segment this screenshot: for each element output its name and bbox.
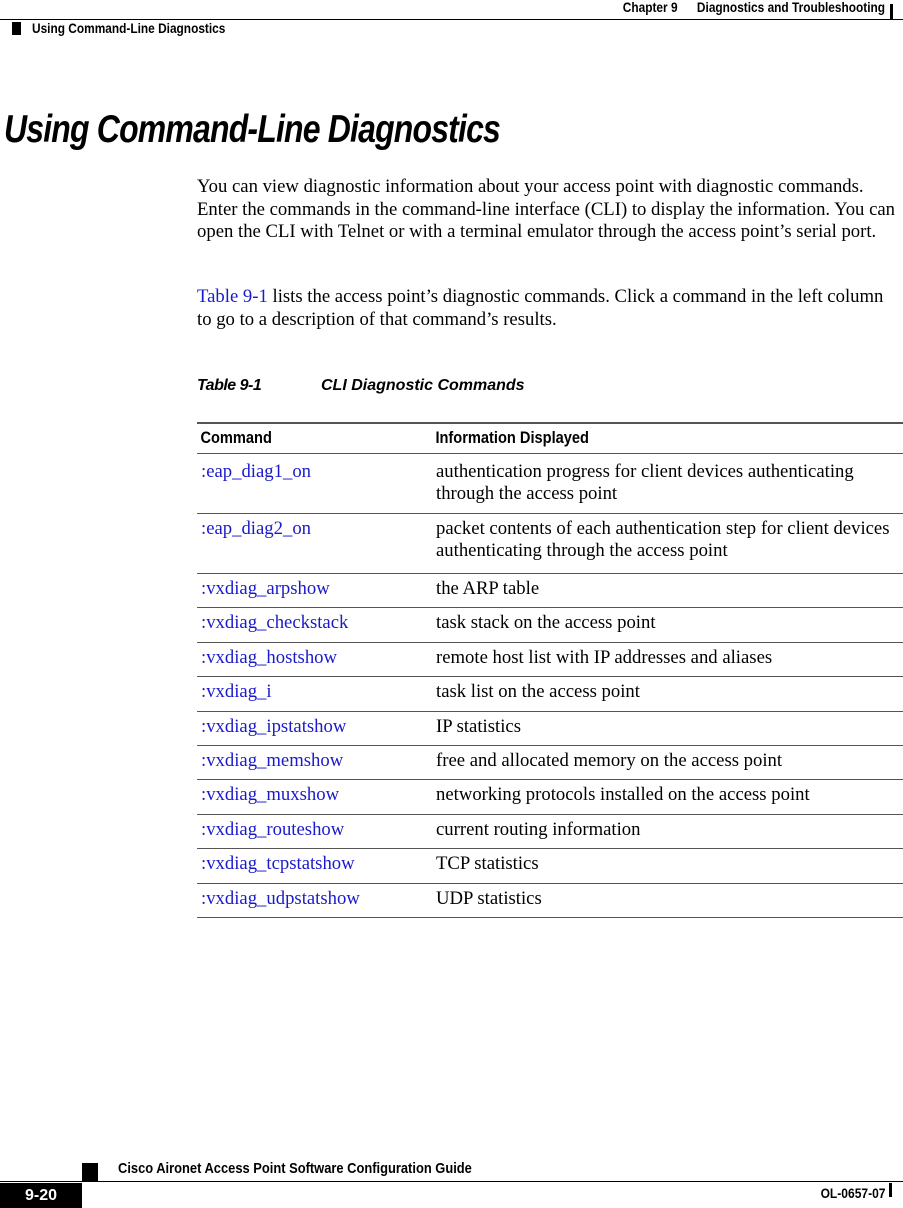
table-reference-paragraph	[197, 286, 897, 331]
table-row	[197, 608, 903, 642]
command-link-eap-diag1-on[interactable]: :eap_diag1_on	[201, 461, 312, 482]
table-row	[197, 454, 903, 514]
table-row	[197, 746, 903, 780]
chapter-label: Chapter 9	[622, 0, 678, 15]
command-info: free and allocated memory on the access point	[436, 749, 783, 771]
page-number: 9-20	[0, 1183, 82, 1208]
diagnostic-commands-table	[197, 422, 903, 918]
table-9-1-link[interactable]: Table 9-1	[197, 286, 268, 307]
command-link-vxdiag-memshow[interactable]: :vxdiag_memshow	[201, 749, 344, 771]
table-row	[197, 712, 903, 746]
command-info: IP statistics	[436, 715, 521, 737]
running-header-section: Using Command-Line Diagnostics	[32, 21, 226, 36]
table-row	[197, 643, 903, 677]
table-row	[197, 849, 903, 883]
table-caption	[197, 377, 525, 395]
command-link-vxdiag-routeshow[interactable]: :vxdiag_routeshow	[201, 818, 345, 840]
column-header-information: Information Displayed	[435, 428, 589, 447]
command-info: networking protocols installed on the access point	[436, 784, 810, 806]
command-info: UDP statistics	[436, 887, 542, 909]
footer-marker	[82, 1163, 98, 1182]
command-info: task stack on the access point	[436, 612, 656, 634]
chapter-title: Diagnostics and Troubleshooting	[696, 0, 885, 15]
command-info: current routing information	[436, 818, 641, 840]
command-link-vxdiag-arpshow[interactable]: :vxdiag_arpshow	[201, 578, 330, 599]
table-row	[197, 780, 903, 814]
command-link-vxdiag-i[interactable]: :vxdiag_i	[201, 681, 272, 703]
command-info: authentication progress for client devices authenticating through the access point	[436, 461, 854, 504]
header-rule	[0, 19, 903, 20]
table-reference-text: lists the access point’s diagnostic commands. Click a command in the left column to go to a description of that command’s results.	[197, 286, 884, 330]
table-row	[197, 514, 903, 574]
footer-document-number: OL-0657-07	[820, 1185, 885, 1201]
command-info: remote host list with IP addresses and aliases	[436, 646, 773, 668]
header-right-tick	[890, 4, 893, 20]
table-caption-title: CLI Diagnostic Commands	[321, 377, 525, 394]
intro-paragraph: You can view diagnostic information about your access point with diagnostic commands. Enter the commands in the command-line interface (CLI) to display the information. You can open the CLI with Telnet or with a terminal emulator through the access point’s serial port.	[197, 176, 895, 242]
command-info: packet contents of each authentication step for client devices authenticating through the access point	[436, 518, 890, 561]
command-link-vxdiag-udpstatshow[interactable]: :vxdiag_udpstatshow	[201, 887, 360, 909]
footer-right-tick	[889, 1183, 892, 1197]
table-row	[197, 677, 903, 711]
table-row	[197, 884, 903, 918]
command-link-eap-diag2-on[interactable]: :eap_diag2_on	[201, 518, 312, 539]
running-header-chapter	[623, 0, 885, 15]
table-row	[197, 815, 903, 849]
command-link-vxdiag-ipstatshow[interactable]: :vxdiag_ipstatshow	[201, 715, 347, 737]
command-link-vxdiag-muxshow[interactable]: :vxdiag_muxshow	[201, 784, 340, 806]
command-info: task list on the access point	[436, 681, 640, 703]
command-link-vxdiag-tcpstatshow[interactable]: :vxdiag_tcpstatshow	[201, 853, 355, 875]
header-marker	[12, 22, 21, 35]
command-link-vxdiag-hostshow[interactable]: :vxdiag_hostshow	[201, 646, 338, 668]
page-title: Using Command-Line Diagnostics	[4, 108, 501, 151]
table-header-row	[197, 422, 903, 454]
table-row	[197, 574, 903, 608]
table-caption-number: Table 9-1	[197, 377, 262, 394]
footer-rule	[0, 1181, 903, 1182]
command-link-vxdiag-checkstack[interactable]: :vxdiag_checkstack	[201, 612, 349, 634]
command-info: TCP statistics	[436, 853, 539, 875]
footer-guide-title: Cisco Aironet Access Point Software Configuration Guide	[118, 1160, 472, 1177]
column-header-command: Command	[200, 428, 272, 447]
command-info: the ARP table	[436, 578, 540, 599]
